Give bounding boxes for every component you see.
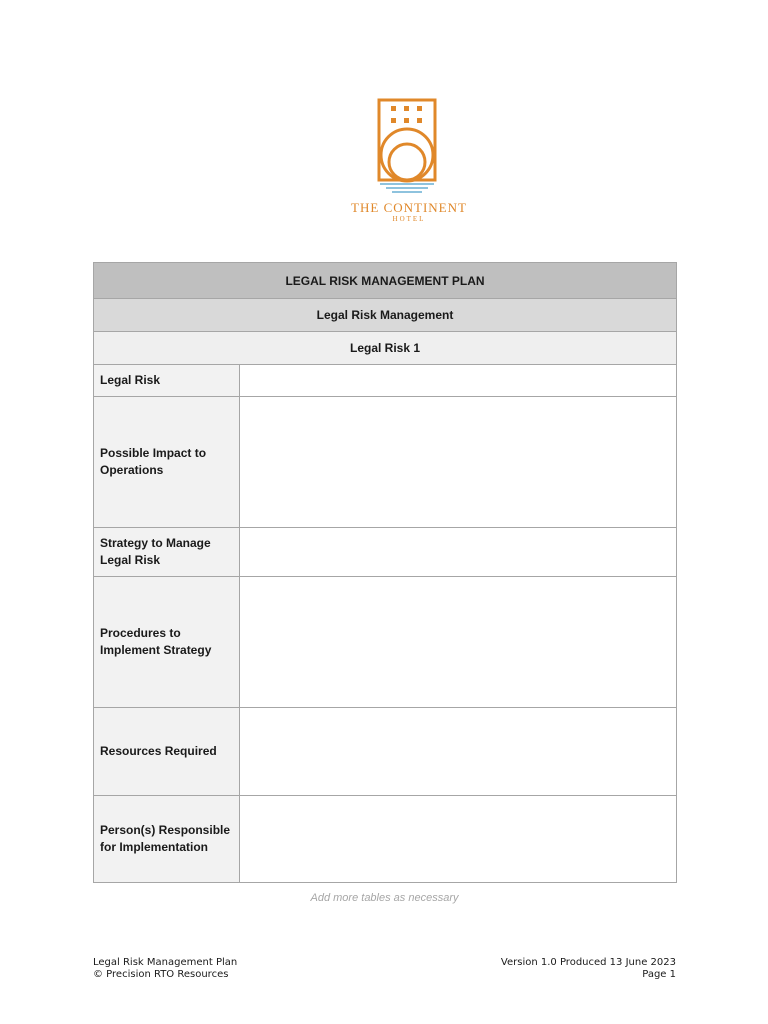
footer-left <box>93 957 237 981</box>
row-label-strategy: Strategy to Manage Legal Risk <box>94 528 240 577</box>
table-row <box>94 397 677 528</box>
logo-subtitle: HOTEL <box>392 215 426 223</box>
row-label-resources: Resources Required <box>94 708 240 796</box>
row-value-legal-risk[interactable] <box>240 365 677 397</box>
risk-heading: Legal Risk 1 <box>94 332 677 365</box>
row-label-possible-impact: Possible Impact to Operations <box>94 397 240 528</box>
row-label-responsible: Person(s) Responsible for Implementation <box>94 796 240 883</box>
footer-version: Version 1.0 Produced 13 June 2023 <box>500 957 676 968</box>
table-row <box>94 577 677 708</box>
row-value-responsible[interactable] <box>240 796 677 883</box>
row-label-procedures: Procedures to Implement Strategy <box>94 577 240 708</box>
table-row <box>94 796 677 883</box>
hotel-logo <box>334 96 484 228</box>
row-value-procedures[interactable] <box>240 577 677 708</box>
table-row <box>94 708 677 796</box>
table-row <box>94 365 677 397</box>
legal-risk-table <box>93 262 677 883</box>
footer-right <box>501 957 676 981</box>
row-value-strategy[interactable] <box>240 528 677 577</box>
logo-name: THE CONTINENT <box>351 200 467 215</box>
footer-copyright: © Precision RTO Resources <box>93 969 229 980</box>
table-subtitle: Legal Risk Management <box>94 299 677 332</box>
row-label-legal-risk: Legal Risk <box>94 365 240 397</box>
table-row <box>94 528 677 577</box>
row-value-possible-impact[interactable] <box>240 397 677 528</box>
footer-page-number: Page 1 <box>642 969 676 980</box>
add-tables-note: Add more tables as necessary <box>310 892 459 904</box>
logo-emblem-icon <box>334 96 484 196</box>
row-value-resources[interactable] <box>240 708 677 796</box>
table-title-row <box>94 263 677 299</box>
table-title: LEGAL RISK MANAGEMENT PLAN <box>94 263 677 299</box>
risk-heading-row <box>94 332 677 365</box>
table-subtitle-row <box>94 299 677 332</box>
footer-doc-title: Legal Risk Management Plan <box>93 957 238 968</box>
